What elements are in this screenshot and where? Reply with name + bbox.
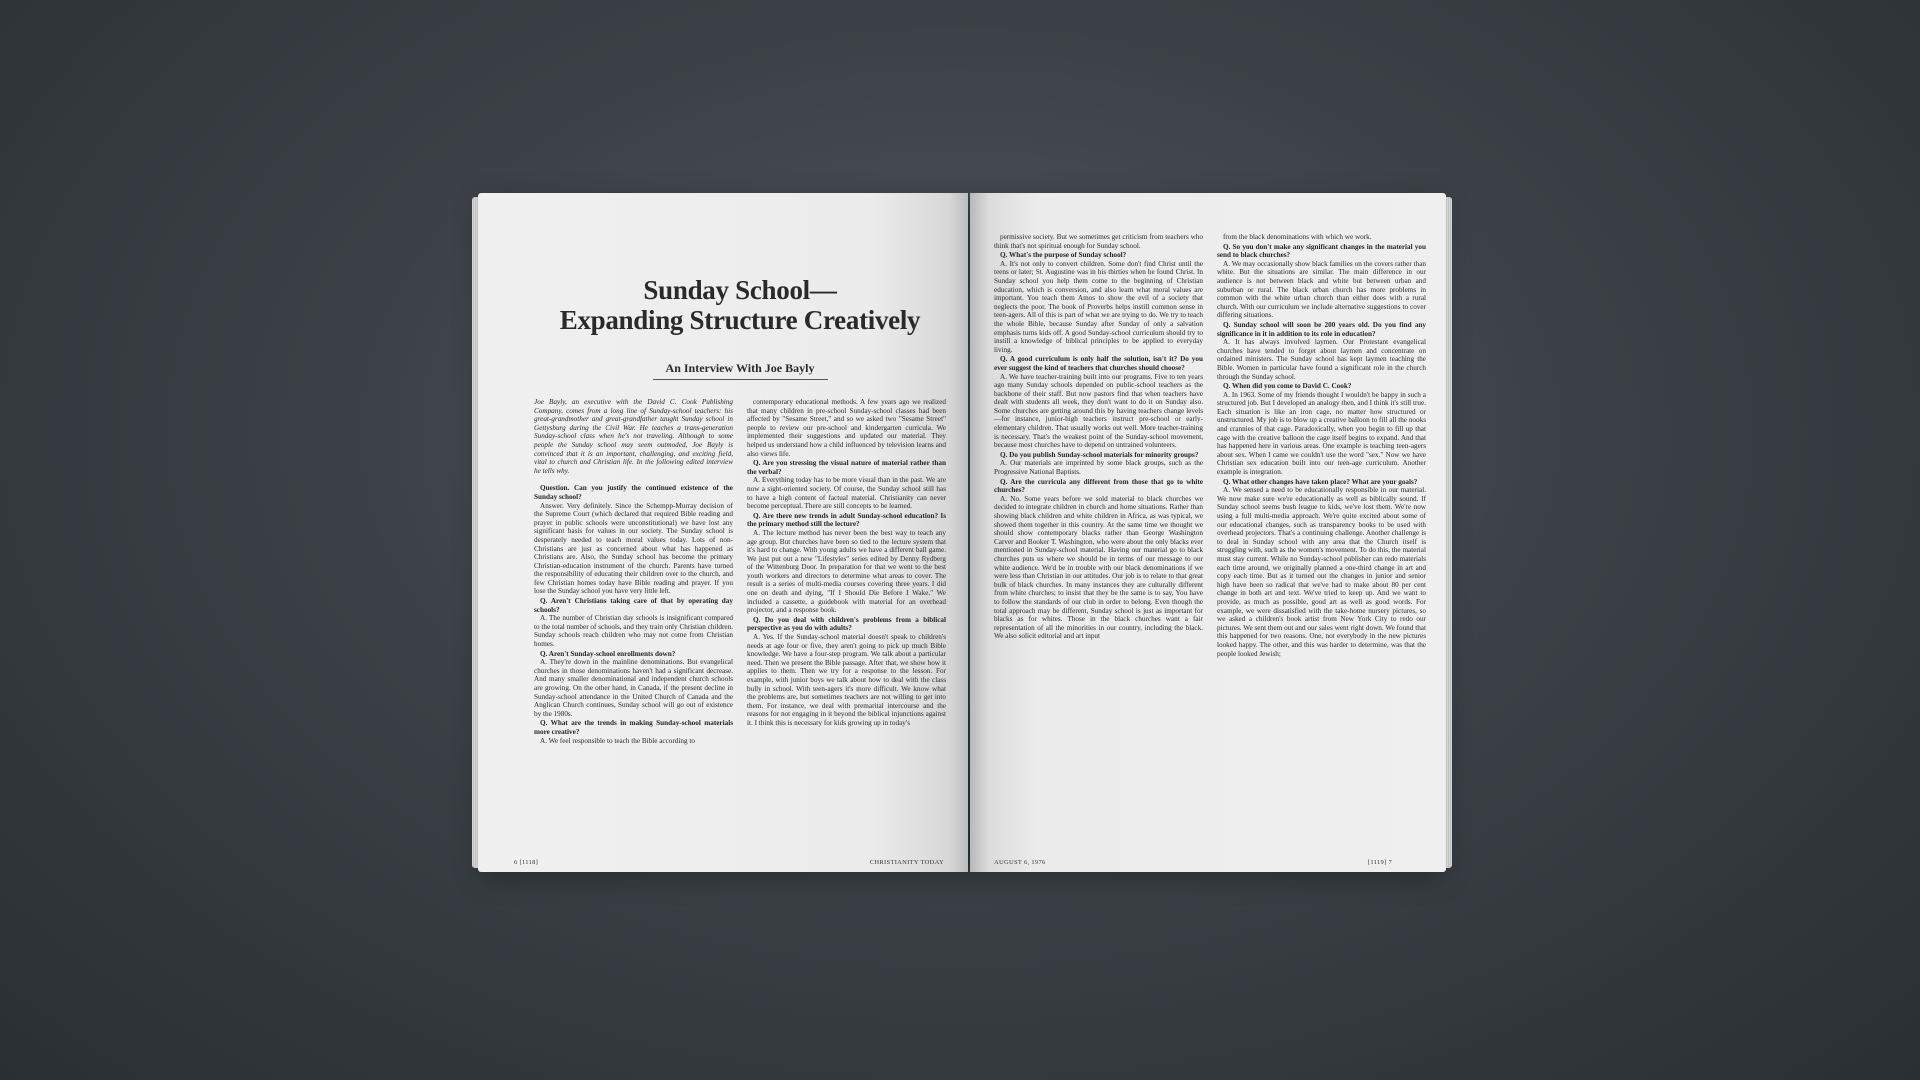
interview-paragraph: A. It's not only to convert children. Some don't find Christ until the teens or later; St. Augustine was in his thirties when he found Christ. In Sunday school you help them come to the beginning of Christian education, which is conversion, and also learn what moral values are important. You teach them Amos to show the evil of a society that neglects the poor. The book of Proverbs helps instill common sense in teen-agers. All of this is part of what we are trying to do. We try to teach the whole Bible, because Sunday after Sunday of only a salvation emphasis turns kids off. A good Sunday-school curriculum should try to instill a knowledge of biblical principles to be applied to everyday living. [994,259,1203,354]
interview-paragraph: A. It has always involved laymen. Our Protestant evangelical churches have tended to forget about laymen and concentrate on ordained ministers. The Sunday school has kept laymen teaching the Bible. Women in particular have found a significant role in the church through the Sunday school. [1217,338,1426,381]
interview-paragraph: A. We feel responsible to teach the Bible according to [540,736,695,745]
interview-paragraph: A. The lecture method has never been the best way to teach any age group. But churches have been so tied to the lecture system that it's hard to change. With young adults we have a different ball game. We just put out a new "Lifestyles" series edited by Denny Rydberg of the Wittenburg Door. In preparation for that we went to the best youth workers and directors to determine what areas to cover. The result is a series of multi-media courses covering three years. I did one on death and dying, "If I Should Die Before I Wake." We included a cassette, a guidebook with material for an overhead projector, and a response book. [747,528,946,615]
right-page-columns [994,233,1426,658]
interview-paragraph: A. No. Some years before we sold material to black churches we decided to integrate children in church and home situations. Rather than showing black children and white children in Africa, as was typical, we showed them together in this country. At the same time we thought we should show contemporary blacks rather than George Washington Carver and Booker T. Washington, who were about the only blacks ever mentioned in Sunday-school material. Having our material go to black churches puts us where we should be in terms of our message to our white audience. We'd be in trouble with our black denominations if we were less than Christian in our attitudes. Our job is to relate to that great bulk of black churches. In many instances they are culturally different from white churches; to insist that they be the same is to say, You have to follow the standards of our club in order to belong. Even though the total approach may be different, Sunday school is just as important for blacks as for whites. Those in the black churches want a fair representation of all the minorities in our country, including the black. We also solicit editorial and art input [994,494,1203,641]
left-page-columns [534,398,946,745]
folio-date: AUGUST 6, 1976 [994,859,1046,866]
interview-question: Q. Are there new trends in adult Sunday-school education? Is the primary method still the lecture? [747,511,946,529]
interview-paragraph: A. We may occasionally show black families on the covers rather than white. But the situations are similar. The main difference in our audience is not between black and white but between urban and suburban or rural. The black urban church has more problems in common with the white urban church than either does with a rural church. With our curriculum we include alternative suggestions to cover differing situations. [1217,259,1426,320]
interview-question: Q. When did you come to David C. Cook? [1223,382,1352,391]
right-page-column-2 [1217,233,1426,658]
interview-question: Q. Are the curricula any different from those that go to white churches? [994,477,1203,495]
interview-question: Q. What are the trends in making Sunday-school materials more creative? [534,719,733,736]
interview-question: Q. Are you stressing the visual nature of material rather than the verbal? [747,459,946,476]
interview-question: Q. What's the purpose of Sunday school? [1000,251,1127,260]
interview-question: Q. What other changes have taken place? What are your goals? [1223,477,1418,486]
interview-paragraph: A. In 1963. Some of my friends thought I wouldn't be happy in such a structured job. But I developed an analogy then, and I think it's still true. Each situation is like an iron cage, no matter how structured or unstructured. My job is to blow up a creative balloon to fill all the nooks and crannies of that cage. Paradoxically, when you begin to fill up that cage with the creative balloon the cage itself begins to expand. And that has happened here in various areas. One example is teaching teen-agers about sex. When I came we couldn't use the word "sex." Now we have Christian sex education built into our teen-age curriculum. Another example is integration. [1217,390,1426,477]
interview-paragraph: A. They're down in the mainline denominations. But evangelical churches in those denominations haven't had a significant decrease. And many smaller denominational and independent church schools are growing. On the other hand, in Canada, if the present decline in Sunday-school attendance in the United Church of Canada and the Anglican Church continues, Sunday school will go out of existence by the 1980s. [534,658,733,718]
title-line-2: Expanding Structure Creatively [559,305,921,335]
magazine-spread [478,193,1446,872]
interview-question: Q. So you don't make any significant changes in the material you send to black churches? [1217,242,1426,260]
folio-page-7: [1119] 7 [1367,859,1392,866]
interview-paragraph: from the black denominations with which we work. [1223,233,1372,241]
right-page-column-1 [994,233,1203,658]
left-page-column-1 [534,398,733,745]
right-page [970,193,1446,872]
interview-paragraph: permissive society. But we sometimes get criticism from teachers who think that's not spiritual enough for Sunday school. [994,233,1203,250]
interview-paragraph: A. Our materials are imprinted by some black groups, such as the Progressive National Baptists. [994,459,1203,477]
interview-paragraph: A. We sensed a need to be educationally responsible in our material. We now make sure we're educationally as well as biblically sound. If Sunday school seems bush league to kids, we've lost them. We're now using a full multi-media approach. We're quite excited about some of our educational changes, such as transparency books to be used with overhead projectors. That's a continuing challenge. Another challenge is to deal in Sunday school with any area that the Church itself is struggling with, such as the women's movement. To do this, the material must stay current. While no Sunday-school publisher can redo materials each time around, we originally planned a one-third change in art and copy each time. But as it turned out the changes in junior and senior high have been so radical that we've had to make about 80 per cent change in both art and text. We've tried to keep up. And we want to provide, as much as possible, good art as well as good words. For example, we were dissatisfied with the take-home nursery pictures, so we asked a children's book artist from New York City to redo our pictures. We sent them out and our sales went right down. We found that this happened for two reasons. One, not everybody in the new pictures looked happy. The other, and this was harder to determine, was that the people looked Jewish; [1217,486,1426,658]
left-page [478,193,968,872]
interview-paragraph: A. We have teacher-training built into our programs. Five to ten years ago many Sunday schools depended on public-school teachers as the backbone of their staff. But now pastors find that when teachers have dealt with students all week, they don't want to do it on Sunday also. Some churches are getting around this by having teachers change levels—for instance, junior-high teachers instruct pre-school or early-elementary children. That usually works out well. More teacher-training is necessary. That's the weakest point of the Sunday-school movement, because most churches have to depend on untrained volunteers. [994,372,1203,450]
interview-paragraph: contemporary educational methods. A few years ago we realized that many children in pre-school Sunday-school classes had been affected by "Sesame Street," and so we asked two "Sesame Street" people to review our pre-school and kindergarten curricula. We implemented their suggestions and updated our material. They helped us understand how a child influenced by television learns and also views life. [747,398,946,458]
interview-question: Q. Sunday school will soon be 200 years old. Do you find any significance in it in addition to its role in education? [1217,320,1426,338]
left-page-column-2 [747,398,946,745]
article-intro: Joe Bayly, an executive with the David C. Cook Publishing Company, comes from a long line of Sunday-school teachers: his great-grandmother and great-grandfather taught Sunday school in Gettysburg during the Civil War. He teaches a trans-generation Sunday-school class when he's not traveling. Although to some people the Sunday school may seem outmoded, Joe Bayly is convinced that it is an important, challenging, and exciting field, vital to church and Christian life. In the following edited interview he tells why. [534,398,733,475]
folio-magazine-name: CHRISTIANITY TODAY [869,859,944,866]
interview-paragraph: Answer. Very definitely. Since the Schempp-Murray decision of the Supreme Court (which declared that required Bible reading and prayer in public schools were unconstitutional) we have lost any significant basis for values in our society. The Sunday school is desperately needed to teach moral values today. Lots of non-Christians are just as concerned about what has happened as Christians are. Also, the Sunday school has become the primary Christian-education instrument of the church. Parents have turned the responsibility of educating their children over to the church, and few Christian homes today have Bible reading and prayer. If you lose the Sunday school you have very little left. [534,501,733,596]
title-line-1: Sunday School— [643,275,837,305]
subtitle-underline [653,379,828,380]
article-title [534,275,946,335]
interview-question: Q. Aren't Sunday-school enrollments down? [540,649,676,658]
interview-question: Q. Aren't Christians taking care of that by operating day schools? [534,597,733,614]
interview-question: Q. Do you deal with children's problems from a biblical perspective as you do with adults? [747,615,946,633]
interview-question: Question. Can you justify the continued existence of the Sunday school? [534,484,733,501]
interview-question: Q. Do you publish Sunday-school materials for minority groups? [1000,450,1199,459]
interview-paragraph: A. Yes. If the Sunday-school material doesn't speak to children's needs at age four or five, they aren't going to pick up much Bible knowledge. We have a four-step program. We talk about a particular need. Then we present the Bible passage. After that, we show how it applies to them. Then we try for a response to the lesson. For example, with junior boys we talk about how to deal with the class bully in school. With teen-agers it's more difficult. We know what the problems are, but sometimes teachers are not willing to get into them. For instance, we deal with premarital intercourse and the reasons for not engaging in it beyond the biblical injunctions against it. I think this is necessary for kids growing up in today's [747,633,946,727]
interview-paragraph: A. Everything today has to be more visual than in the past. We are now a sight-oriented society. Of course, the Sunday school still has to have a high content of factual material. Christianity can never become perceptual. There are still concepts to be learned. [747,476,946,511]
folio-page-6: 6 [1118] [514,859,539,866]
interview-question: Q. A good curriculum is only half the solution, isn't it? Do you ever suggest the kind of teachers that churches should choose? [994,355,1203,372]
interview-paragraph: A. The number of Christian day schools is insignificant compared to the total number of schools, and they train only Christian children. Sunday schools reach children who may not come from Christian homes. [534,614,733,649]
article-subtitle: An Interview With Joe Bayly [665,361,815,375]
